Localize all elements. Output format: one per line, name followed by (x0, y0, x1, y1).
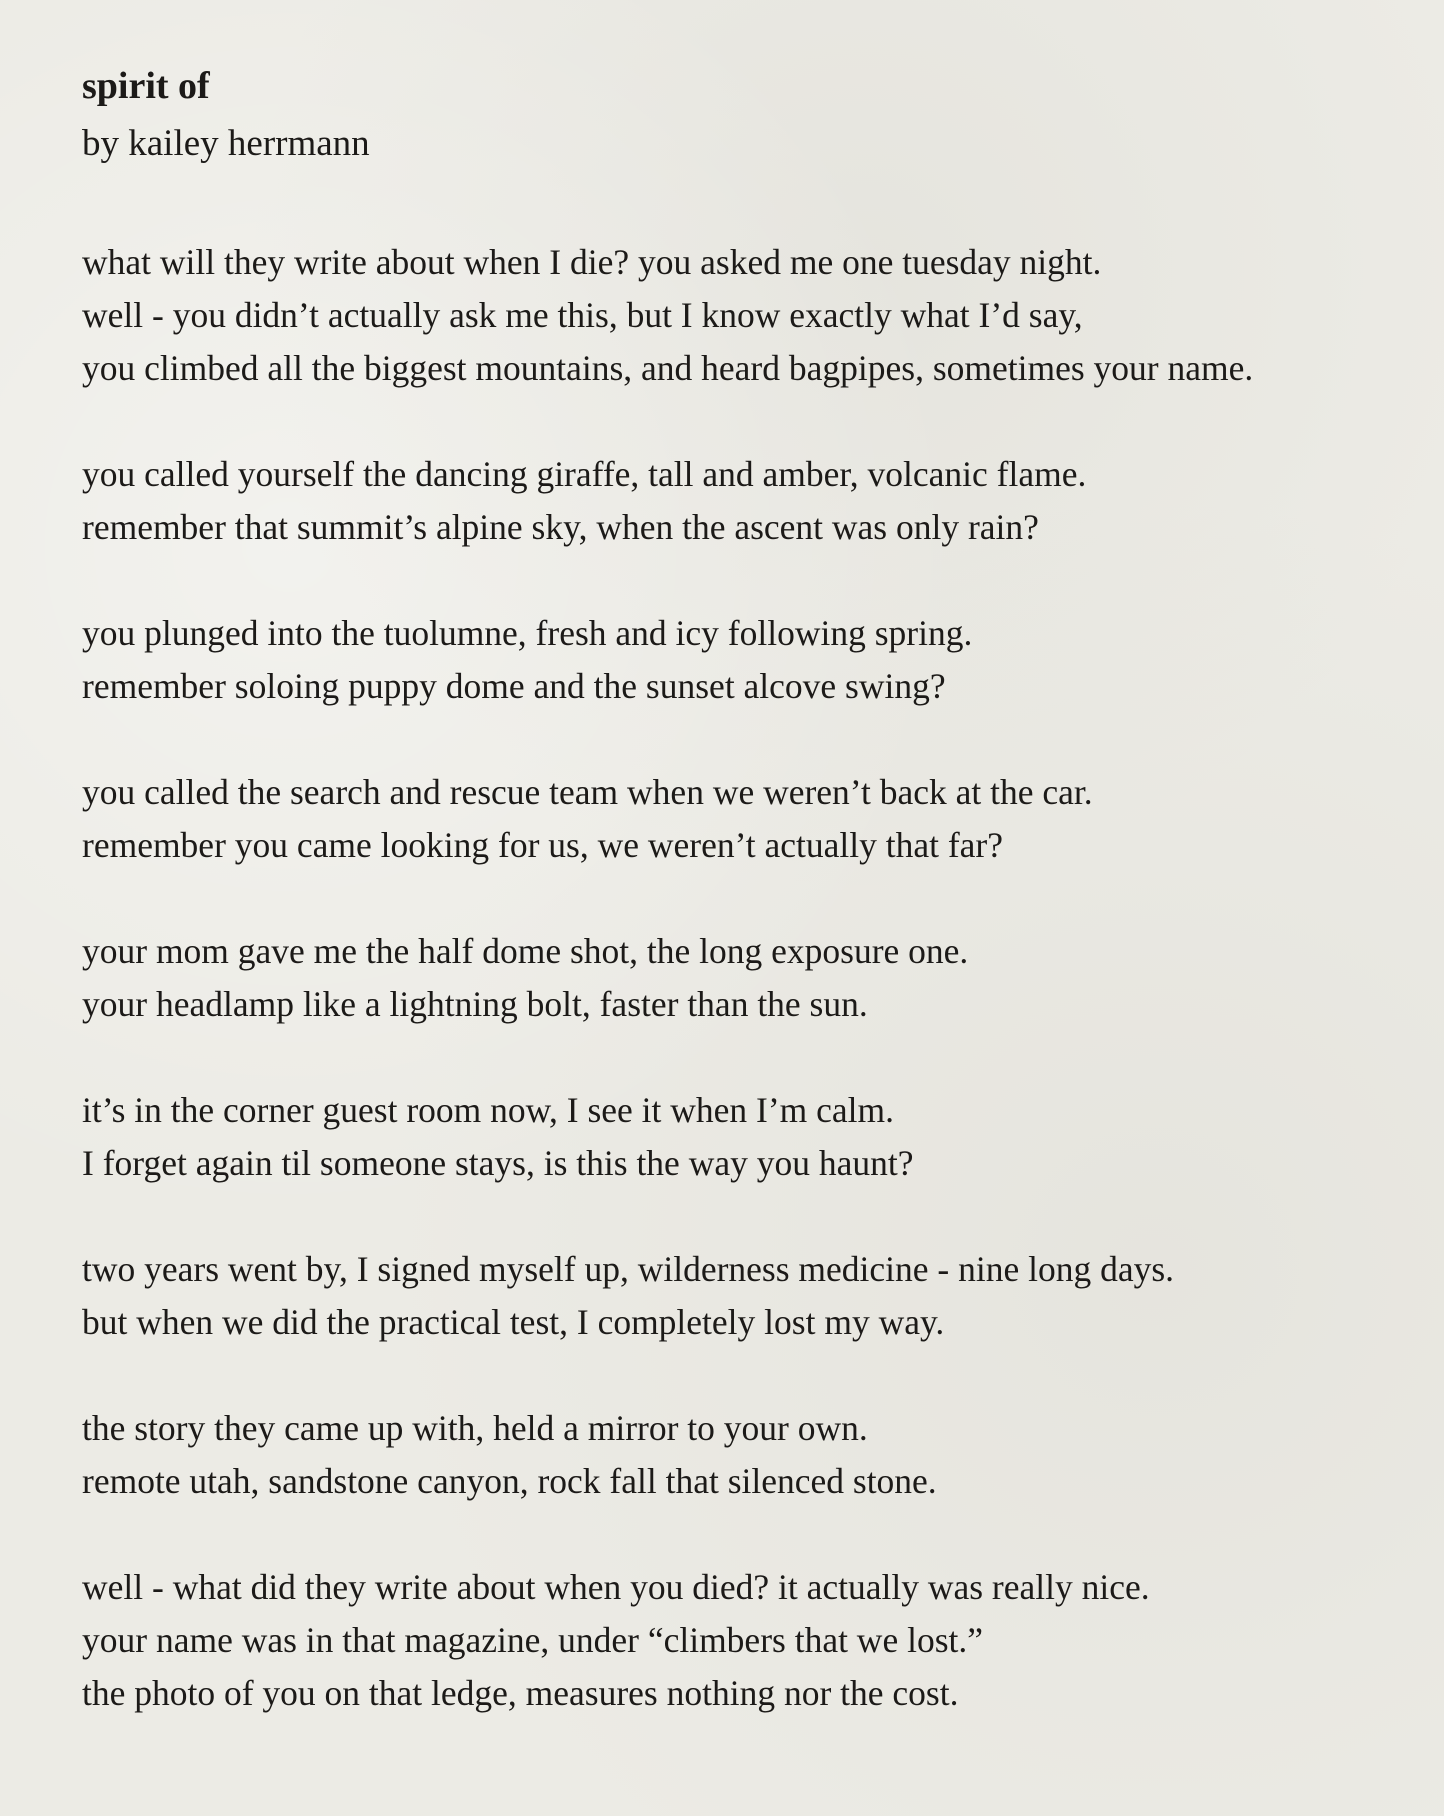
stanza-8 (82, 1402, 1412, 1508)
poem-document (82, 62, 1412, 1773)
stanza-7 (82, 1243, 1412, 1349)
poem-line: the story they came up with, held a mirror to your own. (82, 1408, 868, 1448)
poem-line: well - what did they write about when you died? it actually was really nice. (82, 1567, 1150, 1607)
poem-line: the photo of you on that ledge, measures nothing nor the cost. (82, 1673, 959, 1713)
poem-line: your mom gave me the half dome shot, the long exposure one. (82, 931, 969, 971)
poem-line: remote utah, sandstone canyon, rock fall that silenced stone. (82, 1461, 937, 1501)
poem-author: by kailey herrmann (82, 123, 370, 164)
poem-line: you called the search and rescue team when we weren’t back at the car. (82, 772, 1093, 812)
poem-line: your headlamp like a lightning bolt, faster than the sun. (82, 984, 868, 1024)
stanza-3 (82, 607, 1412, 713)
poem-line: you climbed all the biggest mountains, and heard bagpipes, sometimes your name. (82, 348, 1254, 388)
poem-body (82, 236, 1412, 1720)
poem-line: remember you came looking for us, we weren’t actually that far? (82, 825, 1003, 865)
poem-line: remember soloing puppy dome and the sunset alcove swing? (82, 666, 946, 706)
poem-line: what will they write about when I die? you asked me one tuesday night. (82, 242, 1102, 282)
poem-line: you plunged into the tuolumne, fresh and icy following spring. (82, 613, 973, 653)
poem-line: but when we did the practical test, I completely lost my way. (82, 1302, 945, 1342)
poem-line: you called yourself the dancing giraffe, tall and amber, volcanic flame. (82, 454, 1087, 494)
stanza-4 (82, 766, 1412, 872)
poem-line: I forget again til someone stays, is this the way you haunt? (82, 1143, 914, 1183)
stanza-1 (82, 236, 1412, 395)
stanza-2 (82, 448, 1412, 554)
poem-line: remember that summit’s alpine sky, when the ascent was only rain? (82, 507, 1039, 547)
poem-line: your name was in that magazine, under “climbers that we lost.” (82, 1620, 984, 1660)
stanza-6 (82, 1084, 1412, 1190)
poem-line: two years went by, I signed myself up, wilderness medicine - nine long days. (82, 1249, 1175, 1289)
poem-title: spirit of (82, 65, 210, 107)
stanza-5 (82, 925, 1412, 1031)
poem-line: well - you didn’t actually ask me this, but I know exactly what I’d say, (82, 295, 1083, 335)
poem-line: it’s in the corner guest room now, I see it when I’m calm. (82, 1090, 895, 1130)
stanza-9 (82, 1561, 1412, 1720)
